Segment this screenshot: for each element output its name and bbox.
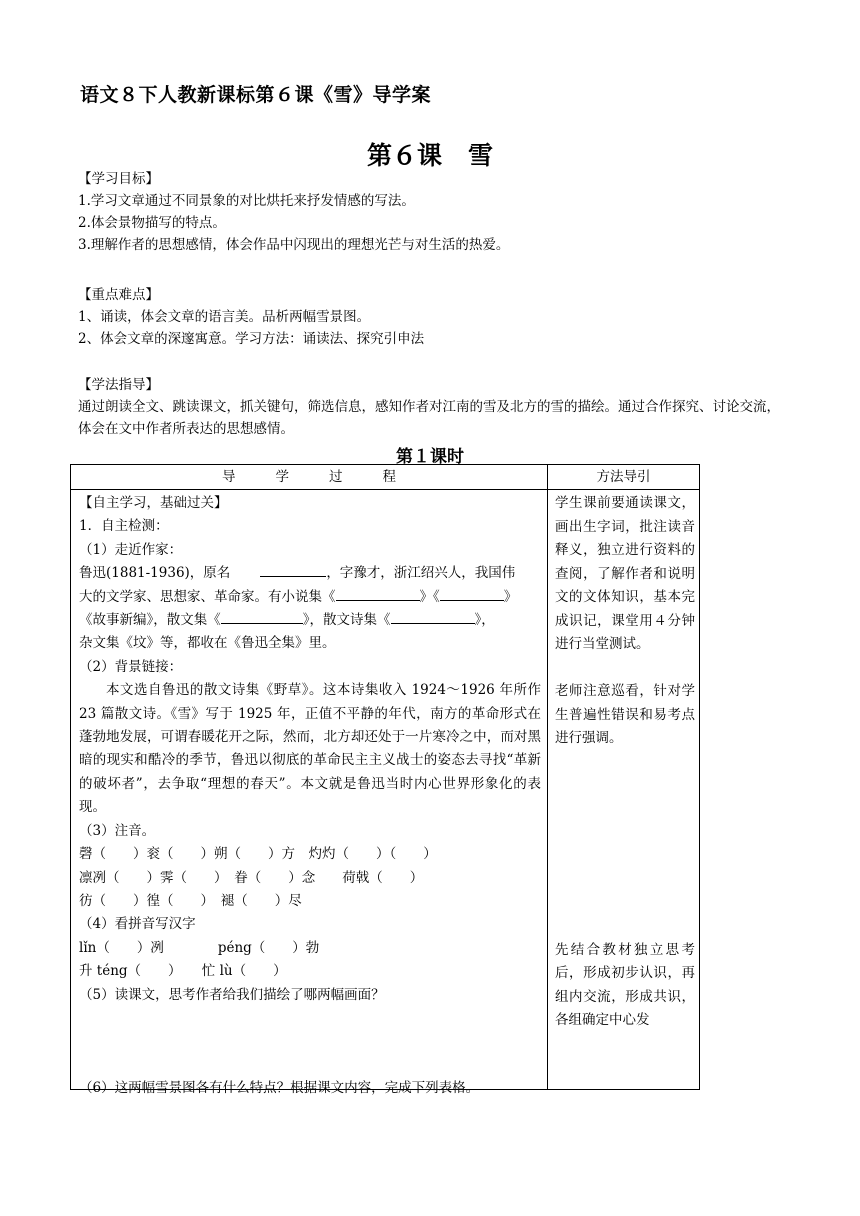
- objective-item: 1.学习文章通过不同景象的对比烘托来抒发情感的写法。: [78, 193, 415, 209]
- lesson-number: 第６课: [366, 141, 442, 170]
- pronunciation-line: 磬（ ）衮（ ）朔（ ）方 灼灼（ ）（ ）: [79, 846, 437, 863]
- question-label: （6）这两幅雪景图各有什么特点？根据课文内容，完成下列表格。: [79, 1079, 480, 1096]
- name-blank[interactable]: [260, 562, 326, 577]
- lesson-heading: [0, 136, 860, 172]
- author-line: 杂文集《坟》等，都收在《鲁迅全集》里。: [79, 635, 336, 652]
- background-text: 本文选自鲁迅的散文诗集《野草》。这本诗集收入 1924～1926 年所作 23 篇散文诗。《雪》写于 1925 年，正值不平静的年代，南方的革命形式在蓬勃地发展，可谓春暖花开之际，然而，北方却还处于一片寒冷之中，而对黑暗的现实和酷冷的季节，鲁迅以彻底的革命民主主义战士的姿态去寻找“革新的破坏者”，去争取“理想的春天”。本文就是鲁迅当时内心世界形象化的表现。: [79, 682, 541, 816]
- method-guide-section: [78, 374, 790, 440]
- author-line: 《故事新编》，散文集《 》，散文诗集《 》，: [79, 609, 541, 632]
- process-column: [79, 492, 541, 1100]
- objective-item: 3.理解作者的思想感情，体会作品中闪现出的理想光芒与对生活的热爱。: [78, 237, 510, 253]
- prose-poem-blank[interactable]: [391, 609, 475, 624]
- method-note: 先结合教材独立思考后，形成初步认识，再组内交流，形成共识，各组确定中心发: [555, 941, 695, 1028]
- method-guide-label: 【学法指导】: [78, 377, 159, 393]
- question-label: （3）注音。: [79, 822, 156, 839]
- document-title: 语文８下人教新课标第６课《雪》导学案: [80, 84, 432, 106]
- study-process-table: [70, 464, 700, 1096]
- pinyin-line: 升 téng（ ） 忙 lù（ ）: [79, 963, 287, 980]
- key-points-section: [78, 284, 788, 350]
- method-note: 老师注意巡看，针对学生普遍性错误和易考点进行强调。: [555, 683, 695, 746]
- question-label: （5）读课文，思考作者给我们描绘了哪两幅画面？: [79, 986, 385, 1003]
- item-heading: 1．自主检测：: [79, 518, 169, 535]
- lesson-name: 雪: [468, 141, 494, 170]
- method-guide-text: 通过朗读全文、跳读课文，抓关键句，筛选信息，感知作者对江南的雪及北方的雪的描绘。通过合作探究、讨论交流，体会在文中作者所表达的思想感情。: [78, 399, 780, 437]
- novel-blank[interactable]: [440, 586, 504, 601]
- pinyin-line: lǐn（ ）冽 péng（ ）勃: [79, 939, 320, 956]
- table-header-method: 方法导引: [596, 469, 651, 485]
- author-line: 大的文学家、思想家、革命家。有小说集《 》《 》: [79, 586, 541, 609]
- objective-item: 2.体会景物描写的特点。: [78, 215, 226, 231]
- pronunciation-line: 凛冽（ ）霁（ ） 眷（ ）念 荷戟（ ）: [79, 869, 424, 886]
- period-title: 第１课时: [396, 447, 464, 467]
- novel-blank[interactable]: [336, 586, 420, 601]
- pronunciation-line: 彷（ ）徨（ ） 褪（ ）尽: [79, 892, 302, 909]
- key-point-item: 2、体会文章的深邃寓意。学习方法：诵读法、探究引申法: [78, 331, 425, 347]
- key-point-item: 1、诵读，体会文章的语言美。品析两幅雪景图。: [78, 309, 371, 325]
- question-label: （2）背景链接：: [79, 658, 183, 675]
- method-column: [555, 492, 695, 1033]
- section-heading: 【自主学习，基础过关】: [79, 495, 228, 511]
- key-points-label: 【重点难点】: [78, 287, 159, 303]
- prose-blank[interactable]: [221, 609, 303, 624]
- method-note: 学生课前要通读课文，画出生字词，批注读音释义，独立进行资料的查阅，了解作者和说明文的文体知识，基本完成识记，课堂用４分钟进行当堂测试。: [555, 495, 695, 652]
- table-header-process: 导 学 过 程: [222, 469, 396, 485]
- objectives-label: 【学习目标】: [78, 171, 159, 187]
- author-line: 鲁迅(1881-1936)，原名 ，字豫才，浙江绍兴人，我国伟: [79, 562, 541, 585]
- question-label: （1）走近作家：: [79, 541, 183, 558]
- objectives-section: [78, 168, 788, 256]
- question-label: （4）看拼音写汉字: [79, 916, 196, 933]
